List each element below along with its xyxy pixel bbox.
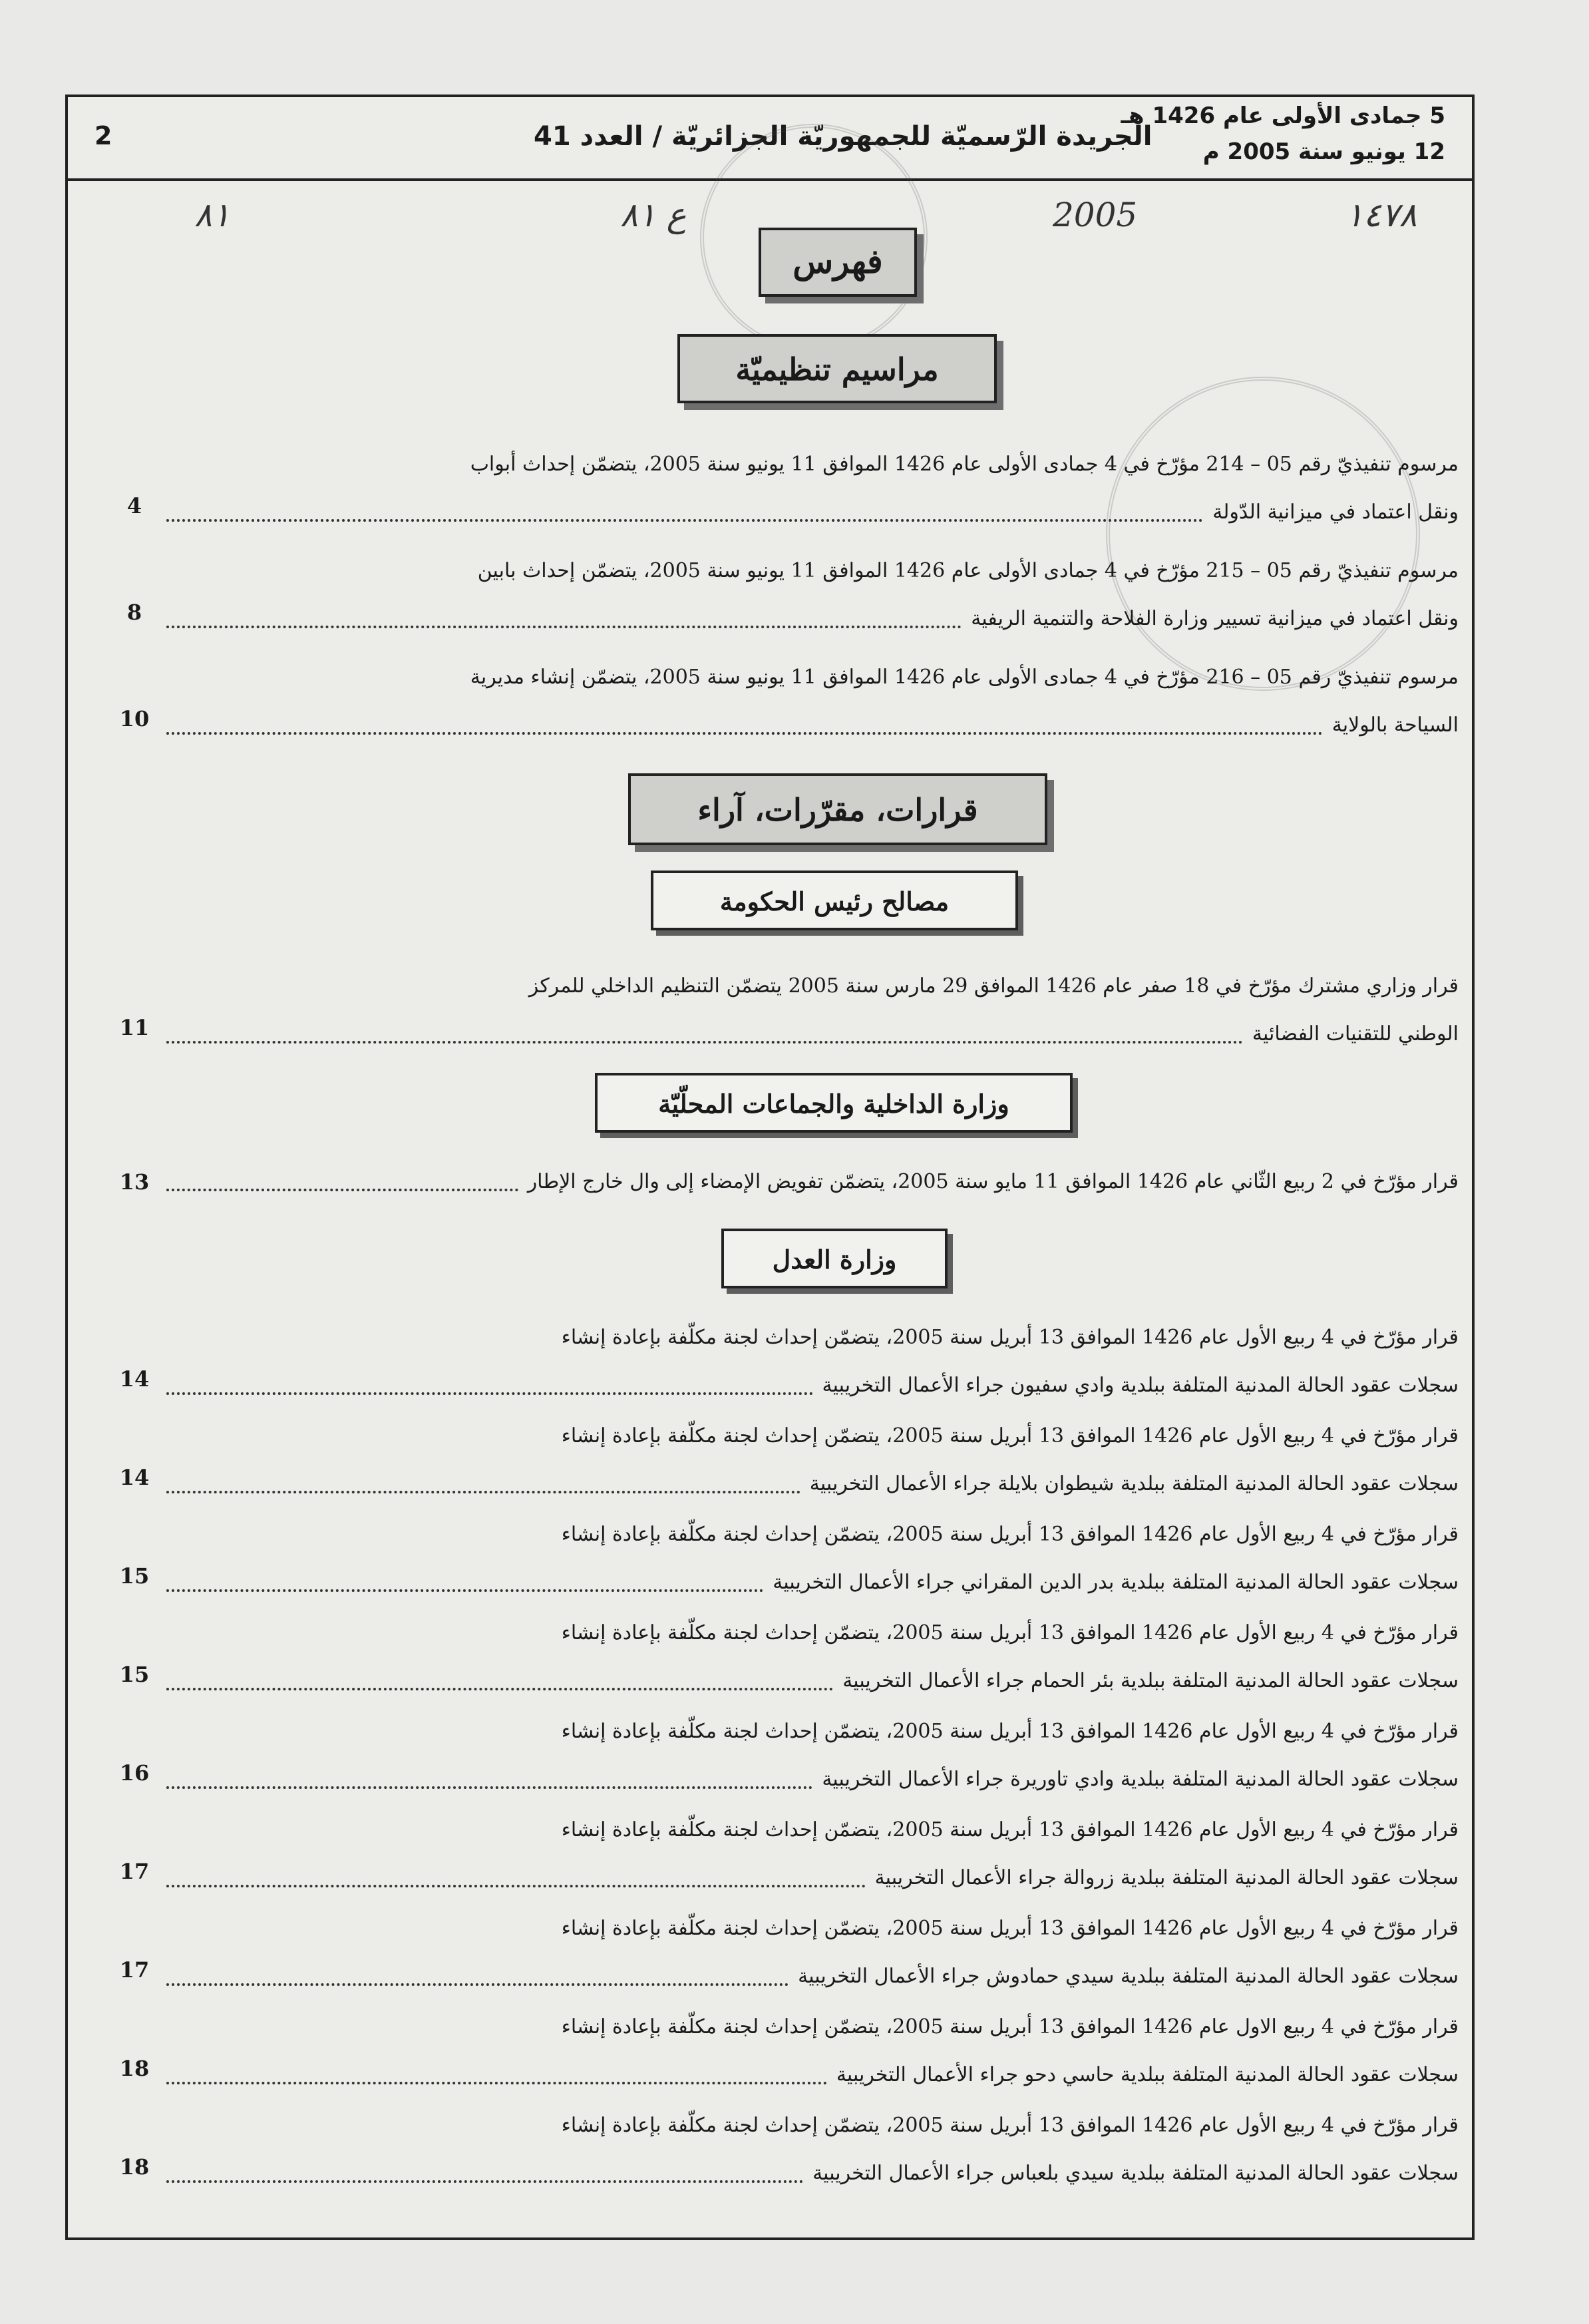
handwritten-note: ع ٨١: [620, 196, 687, 234]
toc-entry: مرسوم تنفيذيّ رقم 05 – 214 مؤرّخ في 4 جمادى الأولى عام 1426 الموافق 11 يونيو سنة 2005، يتضمّن إحداث أبواب ونقل اعتماد في ميزانية الدّولة 4: [161, 441, 1459, 536]
page-frame: [65, 95, 1475, 2240]
page-ref: 4: [126, 493, 142, 518]
handwritten-note: ٨١: [194, 196, 230, 234]
toc-entry: قرار مؤرّخ في 4 ربيع الاول عام 1426 الموافق 13 أبريل سنة 2005، يتضمّن إحداث لجنة مكلّفة بإعادة إنشاء سجلات عقود الحالة المدنية المتلفة ببلدية حاسي دحو جراء الأعمال التخريبية 18: [161, 2003, 1459, 2099]
toc-entry: قرار مؤرّخ في 4 ربيع الأول عام 1426 الموافق 13 أبريل سنة 2005، يتضمّن إحداث لجنة مكلّفة بإعادة إنشاء سجلات عقود الحالة المدنية المتلفة ببلدية بئر الحمام جراء الأعمال التخريبية 15: [161, 1609, 1459, 1705]
page-ref: 17: [119, 1859, 150, 1884]
toc-entry: قرار مؤرّخ في 4 ربيع الأول عام 1426 الموافق 13 أبريل سنة 2005، يتضمّن إحداث لجنة مكلّفة بإعادة إنشاء سجلات عقود الحالة المدنية المتلفة ببلدية سيدي بلعباس جراء الأعمال التخريبية 18: [161, 2102, 1459, 2198]
page-ref: 13: [119, 1169, 150, 1195]
page-ref: 16: [119, 1760, 150, 1786]
handwritten-note: 2005: [1053, 196, 1138, 234]
handwritten-note: ١٤٧٨: [1345, 196, 1417, 234]
toc-entry: قرار مؤرّخ في 2 ربيع الثّاني عام 1426 الموافق 11 مايو سنة 2005، يتضمّن تفويض الإمضاء إلى وال خارج الإطار 13: [161, 1158, 1459, 1206]
toc-entry: قرار مؤرّخ في 4 ربيع الأول عام 1426 الموافق 13 أبريل سنة 2005، يتضمّن إحداث لجنة مكلّفة بإعادة إنشاء سجلات عقود الحالة المدنية المتلفة ببلدية وادي تاوريرة جراء الأعمال التخريبية 16: [161, 1708, 1459, 1804]
page-ref: 8: [126, 600, 142, 625]
pm-services-heading: مصالح رئيس الحكومة: [651, 871, 1018, 930]
decisions-heading: قرارات، مقرّرات، آراء: [628, 773, 1047, 845]
page-ref: 14: [119, 1366, 150, 1392]
toc-entry: مرسوم تنفيذيّ رقم 05 – 215 مؤرّخ في 4 جمادى الأولى عام 1426 الموافق 11 يونيو سنة 2005، يتضمّن إحداث بابين ونقل اعتماد في ميزانية تسيير وزارة الفلاحة والتنمية الريفية 8: [161, 547, 1459, 643]
page-number: 2: [94, 121, 112, 150]
justice-heading: وزارة العدل: [721, 1229, 948, 1288]
page-ref: 18: [119, 2056, 150, 2081]
decrees-heading: مراسيم تنظيميّة: [677, 334, 997, 403]
page-ref: 10: [119, 706, 150, 731]
interior-heading: وزارة الداخلية والجماعات المحلّيّة: [595, 1073, 1073, 1133]
gregorian-date: 12 يونيو سنة 2005 م: [1202, 138, 1445, 165]
page-ref: 15: [119, 1662, 150, 1687]
page-ref: 11: [119, 1015, 150, 1040]
toc-entry: قرار مؤرّخ في 4 ربيع الأول عام 1426 الموافق 13 أبريل سنة 2005، يتضمّن إحداث لجنة مكلّفة بإعادة إنشاء سجلات عقود الحالة المدنية المتلفة ببلدية سيدي حمادوش جراء الأعمال التخريبية 17: [161, 1905, 1459, 2001]
page-ref: 18: [119, 2154, 150, 2180]
toc-entry: قرار مؤرّخ في 4 ربيع الأول عام 1426 الموافق 13 أبريل سنة 2005، يتضمّن إحداث لجنة مكلّفة بإعادة إنشاء سجلات عقود الحالة المدنية المتلفة ببلدية وادي سفيون جراء الأعمال التخريبية 14: [161, 1314, 1459, 1410]
page-ref: 17: [119, 1957, 150, 1983]
page-ref: 14: [119, 1465, 150, 1490]
index-heading: فهرس: [759, 228, 917, 297]
toc-entry: قرار وزاري مشترك مؤرّخ في 18 صفر عام 1426 الموافق 29 مارس سنة 2005 يتضمّن التنظيم الداخلي للمركز الوطني للتقنيات الفضائية 11: [161, 962, 1459, 1058]
toc-entry: قرار مؤرّخ في 4 ربيع الأول عام 1426 الموافق 13 أبريل سنة 2005، يتضمّن إحداث لجنة مكلّفة بإعادة إنشاء سجلات عقود الحالة المدنية المتلفة ببلدية زروالة جراء الأعمال التخريبية 17: [161, 1806, 1459, 1902]
toc-entry: مرسوم تنفيذيّ رقم 05 – 216 مؤرّخ في 4 جمادى الأولى عام 1426 الموافق 11 يونيو سنة 2005، يتضمّن إنشاء مديرية السياحة بالولاية 10: [161, 654, 1459, 749]
toc-entry: قرار مؤرّخ في 4 ربيع الأول عام 1426 الموافق 13 أبريل سنة 2005، يتضمّن إحداث لجنة مكلّفة بإعادة إنشاء سجلات عقود الحالة المدنية المتلفة ببلدية شيطوان بلايلة جراء الأعمال التخريبية 14: [161, 1412, 1459, 1508]
hijri-date: 5 جمادى الأولى عام 1426 هـ: [1121, 102, 1445, 129]
toc-entry: قرار مؤرّخ في 4 ربيع الأول عام 1426 الموافق 13 أبريل سنة 2005، يتضمّن إحداث لجنة مكلّفة بإعادة إنشاء سجلات عقود الحالة المدنية المتلفة ببلدية بدر الدين المقراني جراء الأعمال التخريبية 15: [161, 1511, 1459, 1607]
journal-title: الجريدة الرّسميّة للجمهوريّة الجزائريّة / العدد 41: [534, 121, 1152, 152]
page-ref: 15: [119, 1563, 150, 1589]
